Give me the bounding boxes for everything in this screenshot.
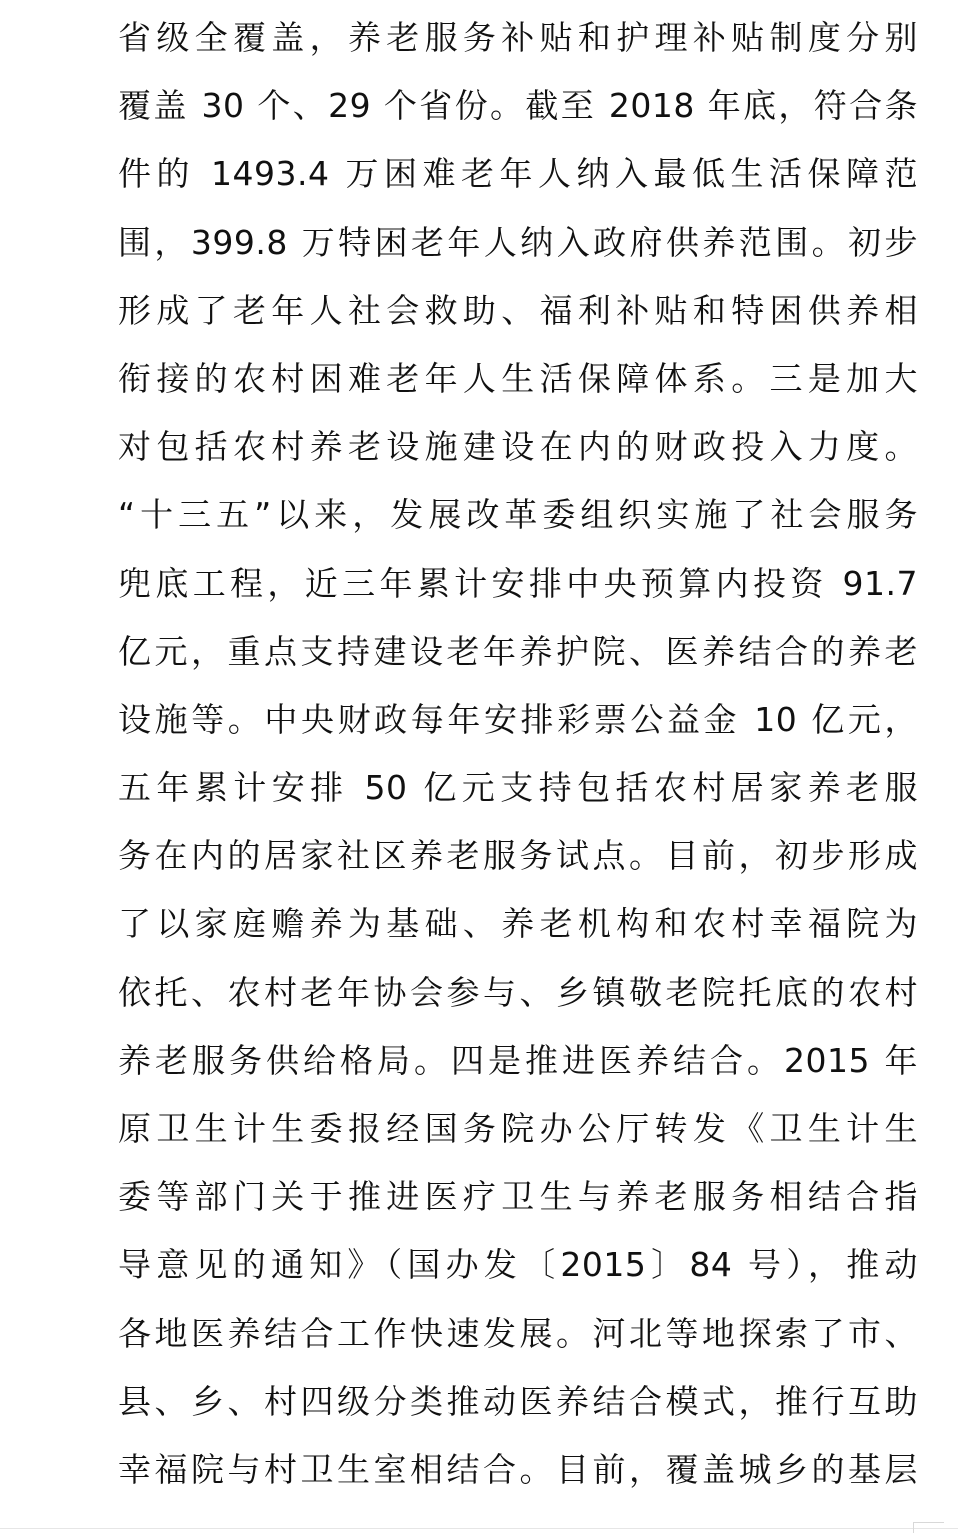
text-line: 导意见的通知》（国办发〔2015〕84 号），推动	[118, 1245, 918, 1285]
text-line: 围，399.8 万特困老年人纳入政府供养范围。初步	[118, 222, 918, 262]
text-line: 幸福院与村卫生室相结合。目前，覆盖城乡的基层	[118, 1449, 918, 1489]
text-line: 县、乡、村四级分类推动医养结合模式，推行互助	[118, 1381, 918, 1421]
text-line: 省级全覆盖，养老服务补贴和护理补贴制度分别	[118, 18, 918, 57]
text-line: 设施等。中央财政每年安排彩票公益金 10 亿元，	[118, 699, 918, 739]
text-line: 依托、农村老年协会参与、乡镇敬老院托底的农村	[118, 972, 918, 1012]
text-line: 件的 1493.4 万困难老年人纳入最低生活保障范	[118, 154, 918, 194]
text-line: 对包括农村养老设施建设在内的财政投入力度。	[118, 427, 918, 467]
page-bottom-divider	[0, 1528, 958, 1529]
text-line: 各地医养结合工作快速发展。河北等地探索了市、	[118, 1313, 918, 1353]
text-line: 兜底工程，近三年累计安排中央预算内投资 91.7	[118, 563, 918, 603]
text-line: 五年累计安排 50 亿元支持包括农村居家养老服	[118, 768, 918, 808]
text-line: “十三五”以来，发展改革委组织实施了社会服务	[118, 495, 918, 535]
body-text	[118, 4, 918, 1504]
text-line: 原卫生计生委报经国务院办公厅转发《卫生计生	[118, 1109, 918, 1148]
text-line: 养老服务供给格局。四是推进医养结合。2015 年	[118, 1040, 918, 1080]
page-corner-mark	[913, 1522, 944, 1533]
text-line: 委等部门关于推进医疗卫生与养老服务相结合指	[118, 1177, 918, 1217]
text-line: 了以家庭赡养为基础、养老机构和农村幸福院为	[118, 904, 918, 944]
text-line: 覆盖 30 个、29 个省份。截至 2018 年底，符合条	[118, 86, 918, 126]
text-line: 衔接的农村困难老年人生活保障体系。三是加大	[118, 358, 918, 398]
text-line: 亿元，重点支持建设老年养护院、医养结合的养老	[118, 631, 918, 671]
text-line: 形成了老年人社会救助、福利补贴和特困供养相	[118, 290, 918, 330]
text-line: 务在内的居家社区养老服务试点。目前，初步形成	[118, 836, 918, 876]
